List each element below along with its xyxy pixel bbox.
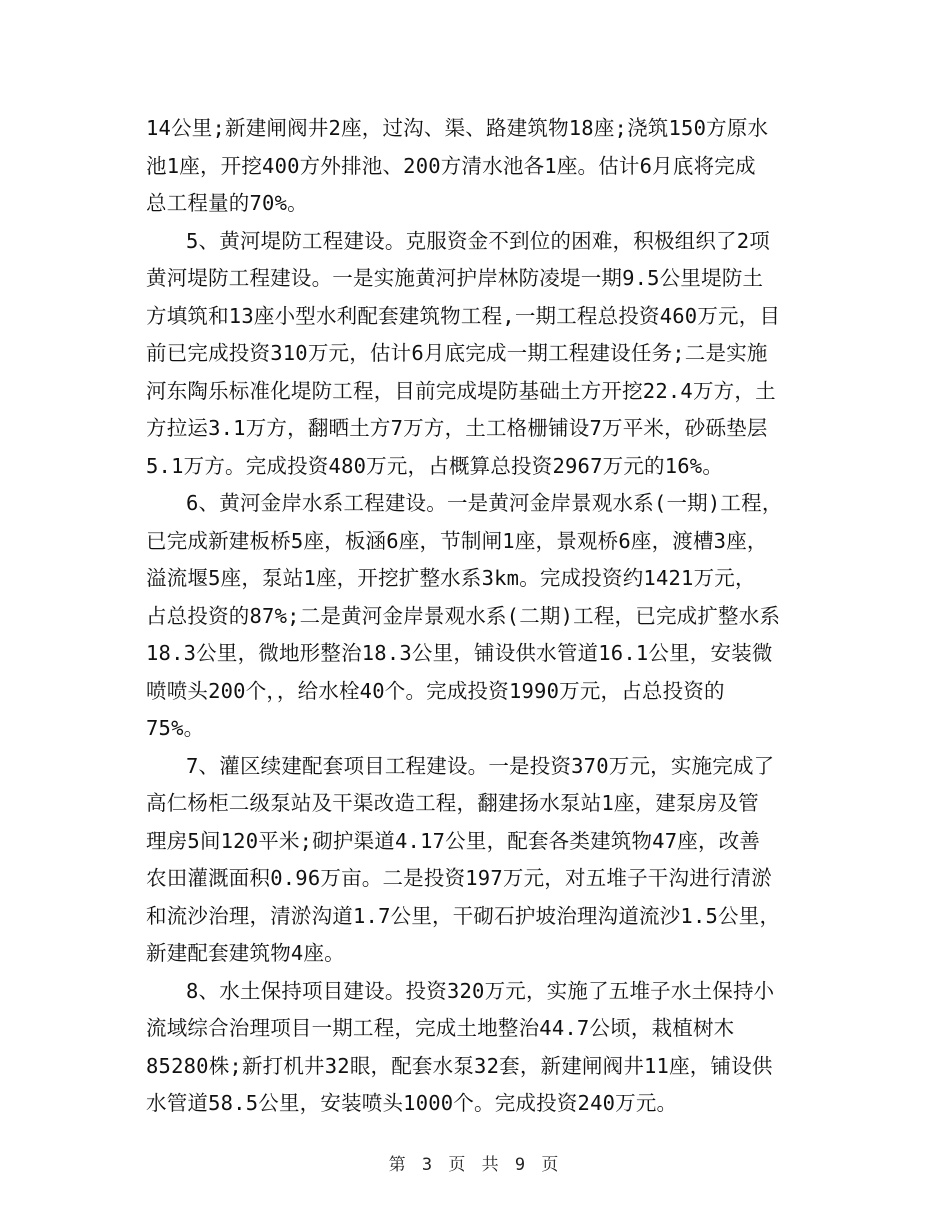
text-line: 喷喷头200个，，给水栓40个。完成投资1990万元，占总投资的 bbox=[146, 678, 725, 703]
paragraph-start-line: 8、水土保持项目建设。投资320万元，实施了五堆子水土保持小 bbox=[186, 978, 775, 1003]
document-body bbox=[146, 110, 826, 1123]
text-line: 池1座，开挖400方外排池、200方清水池各1座。估计6月底将完成 bbox=[146, 153, 756, 178]
text-line: 方拉运3.1万方，翻晒土方7万方，土工格栅铺设7万平米，砂砾垫层 bbox=[146, 416, 768, 440]
text-line: 方填筑和13座小型水利配套建筑物工程,一期工程总投资460万元，目 bbox=[146, 303, 781, 328]
text-line: 总工程量的70%。 bbox=[146, 191, 308, 215]
text-line: 14公里;新建闸阀井2座，过沟、渠、路建筑物18座;浇筑150方原水 bbox=[146, 116, 769, 140]
text-line: 高仁杨柜二级泵站及干渠改造工程，翻建扬水泵站1座，建泵房及管 bbox=[146, 791, 759, 815]
text-line: 18.3公里，微地形整治18.3公里，铺设供水管道16.1公里，安装微 bbox=[146, 641, 773, 665]
text-line: 黄河堤防工程建设。一是实施黄河护岸林防凌堤一期9.5公里堤防土 bbox=[146, 266, 764, 290]
page-number-footer: 第 3 页 共 9 页 bbox=[388, 1155, 562, 1175]
text-line: 水管道58.5公里，安装喷头1000个。完成投资240万元。 bbox=[146, 1091, 678, 1115]
text-line: 前已完成投资310万元，估计6月底完成一期工程建设任务;二是实施 bbox=[146, 341, 768, 365]
text-line: 流域综合治理项目一期工程，完成土地整治44.7公顷，栽植树木 bbox=[146, 1016, 735, 1040]
text-line: 新建配套建筑物4座。 bbox=[146, 941, 345, 965]
text-line: 85280株;新打机井32眼，配套水泵32套，新建闸阀井11座，铺设供 bbox=[146, 1053, 773, 1078]
text-line: 5.1万方。完成投资480万元，占概算总投资2967万元的16%。 bbox=[146, 453, 724, 478]
paragraph-start-line: 7、灌区续建配套项目工程建设。一是投资370万元，实施完成了 bbox=[186, 753, 775, 778]
paragraph-start-line: 6、黄河金岸水系工程建设。一是黄河金岸景观水系(一期)工程， bbox=[186, 491, 783, 515]
paragraph-start-line: 5、黄河堤防工程建设。克服资金不到位的困难，积极组织了2项 bbox=[186, 228, 770, 253]
text-line: 溢流堰5座，泵站1座，开挖扩整水系3km。完成投资约1421万元， bbox=[146, 566, 756, 590]
text-line: 占总投资的87%;二是黄河金岸景观水系(二期)工程，已完成扩整水系 bbox=[146, 603, 781, 628]
text-line: 和流沙治理，清淤沟道1.7公里，干砌石护坡治理沟道流沙1.5公里， bbox=[146, 903, 781, 928]
text-line: 75%。 bbox=[146, 716, 205, 740]
text-line: 已完成新建板桥5座，板涵6座，节制闸1座，景观桥6座，渡槽3座， bbox=[146, 528, 768, 553]
text-line: 河东陶乐标准化堤防工程，目前完成堤防基础土方开挖22.4万方，土 bbox=[146, 378, 776, 403]
text-line: 农田灌溉面积0.96万亩。二是投资197万元，对五堆子干沟进行清淤 bbox=[146, 866, 772, 890]
text-line: 理房5间120平米;砌护渠道4.17公里，配套各类建筑物47座，改善 bbox=[146, 828, 761, 853]
